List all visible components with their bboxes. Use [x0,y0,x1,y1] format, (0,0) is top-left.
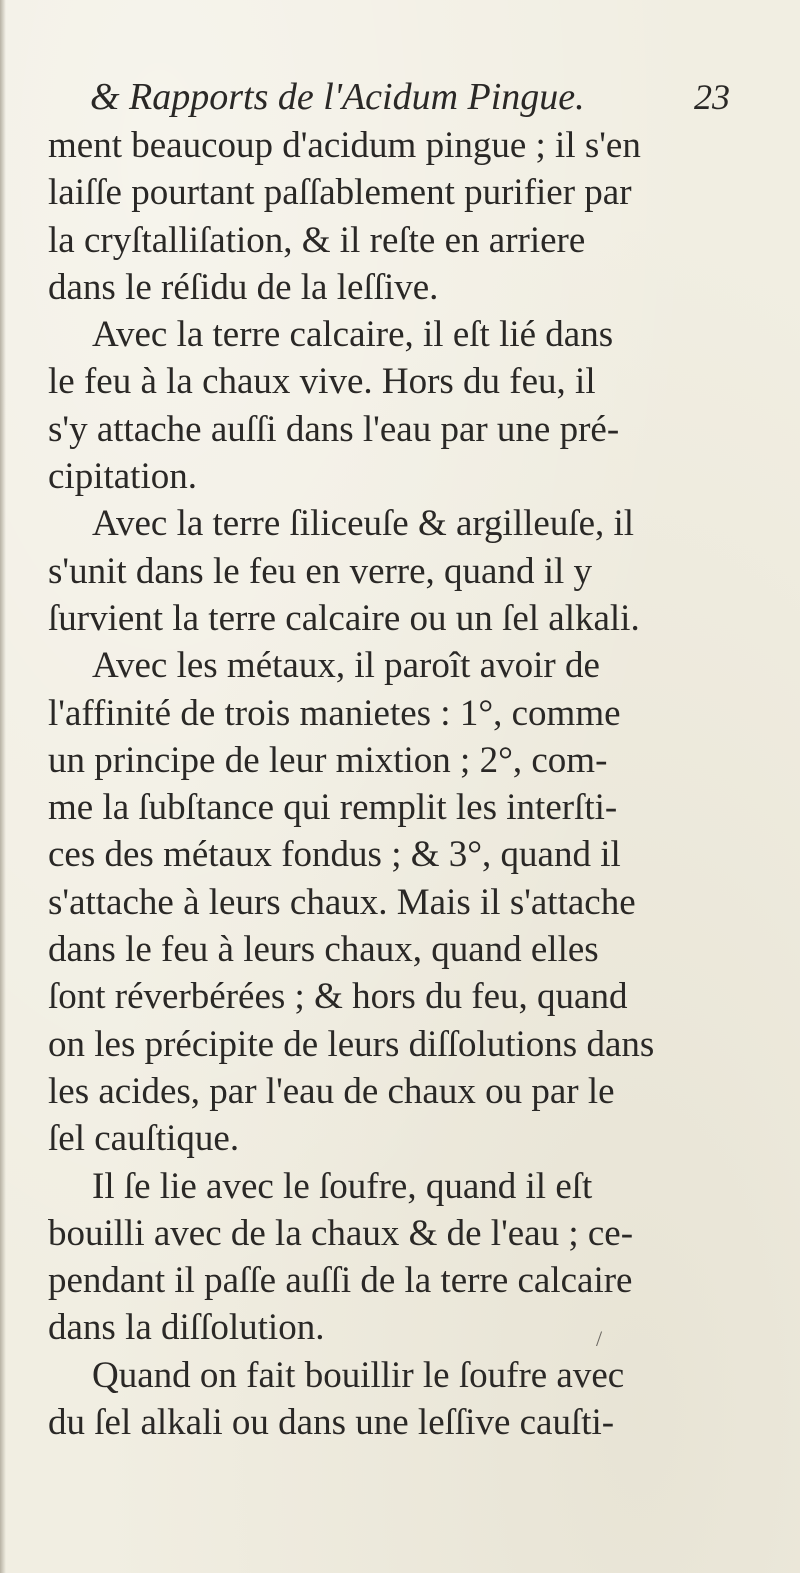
text-line: s'attache à leurs chaux. Mais il s'attache [48,881,636,923]
text-line: dans le feu à leurs chaux, quand elles [48,929,599,971]
text-line: laiſſe pourtant paſſablement purifier par [48,172,632,214]
text-line: du ſel alkali ou dans une leſſive cauſti- [48,1402,615,1444]
text-line: dans la diſſolution. [48,1307,325,1349]
text-line: me la ſubſtance qui remplit les interſti- [48,787,618,829]
paragraph-start-line: Quand on fait bouillir le ſoufre avec [92,1354,625,1396]
text-line: ment beaucoup d'acidum pingue ; il s'en [48,125,641,166]
paragraph-start-line: Il ſe lie avec le ſoufre, quand il eſt [92,1165,593,1207]
body-text [48,122,768,1446]
text-line: s'y attache auſſi dans l'eau par une pré- [48,408,620,450]
text-line: ſurvient la terre calcaire ou un ſel alkali. [48,597,640,639]
text-line: les acides, par l'eau de chaux ou par le [48,1070,615,1112]
text-line: ſel cauſtique. [48,1118,240,1160]
page-number: 23 [694,77,730,117]
text-line: l'affinité de trois manietes : 1°, comme [48,692,621,734]
page-edge-shadow [0,0,6,1573]
text-line: ces des métaux fondus ; & 3°, quand il [48,834,621,876]
paragraph-start-line: Avec les métaux, il paroît avoir de [92,645,600,687]
running-header [90,72,730,122]
text-line: le feu à la chaux vive. Hors du feu, il [48,361,596,403]
text-line: dans le réſidu de la leſſive. [48,266,439,308]
running-title: & Rapports de l'Acidum Pingue. [90,76,585,118]
text-line: la cryſtalliſation, & il reſte en arriere [48,219,586,261]
text-line: bouilli avec de la chaux & de l'eau ; ce- [48,1212,634,1254]
paragraph-start-line: Avec la terre ſiliceuſe & argilleuſe, il [92,503,635,545]
text-line: un principe de leur mixtion ; 2°, com- [48,739,608,781]
text-line: s'unit dans le feu en verre, quand il y [48,550,593,592]
text-line: on les précipite de leurs diſſolutions dans [48,1023,655,1065]
text-line: cipitation. [48,456,197,498]
text-line: ſont réverbérées ; & hors du feu, quand [48,976,628,1018]
stray-mark: / [596,1326,603,1351]
text-line: pendant il paſſe auſſi de la terre calcaire [48,1260,633,1302]
paragraph-start-line: Avec la terre calcaire, il eſt lié dans [92,314,614,356]
